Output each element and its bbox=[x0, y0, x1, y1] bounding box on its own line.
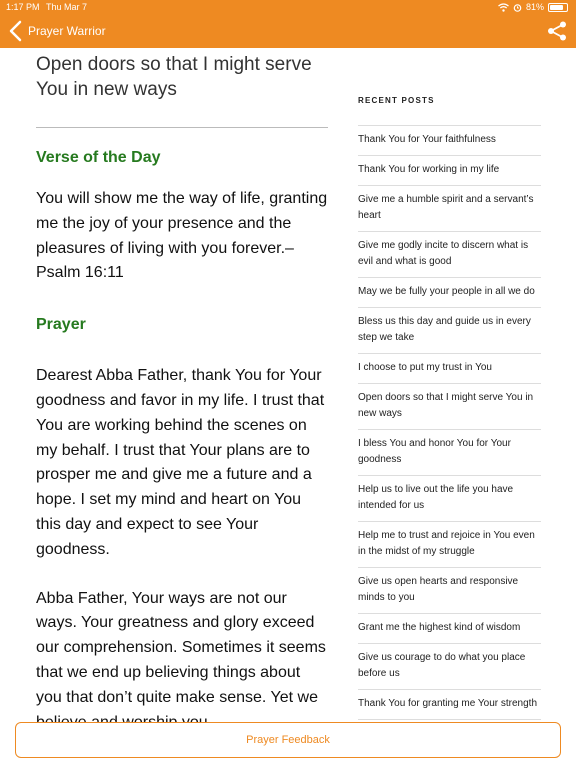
recent-post-link[interactable]: Give me godly incite to discern what is evil and what is good bbox=[358, 232, 541, 278]
recent-post-link[interactable]: May we be fully your people in all we do bbox=[358, 278, 541, 308]
battery-icon bbox=[548, 3, 568, 12]
status-right bbox=[498, 2, 568, 12]
battery-percent: 81% bbox=[525, 2, 544, 12]
recent-posts-sidebar bbox=[358, 96, 541, 720]
recent-post-link[interactable]: Give me a humble spirit and a servant’s heart bbox=[358, 186, 541, 232]
recent-post-link[interactable]: Give us open hearts and responsive minds to you bbox=[358, 568, 541, 614]
verse-heading: Verse of the Day bbox=[36, 149, 161, 166]
app-header bbox=[0, 0, 576, 48]
recent-post-link[interactable]: Open doors so that I might serve You in new ways bbox=[358, 384, 541, 430]
chevron-left-icon bbox=[6, 20, 26, 42]
verse-text: You will show me the way of life, granting me the joy of your presence and the pleasures of living with you forever.– Psalm 16:11 bbox=[36, 190, 328, 282]
recent-post-link[interactable]: I bless You and honor You for Your goodness bbox=[358, 430, 541, 476]
page-title: Open doors so that I might serve You in new ways bbox=[36, 54, 312, 100]
recent-posts-list bbox=[358, 125, 541, 720]
status-bar bbox=[0, 0, 576, 14]
status-time: 1:17 PM bbox=[6, 2, 40, 12]
prayer-paragraph: Abba Father, Your ways are not our ways. Your greatness and glory exceed our comprehension. Sometimes it seems that we end up believing things about you that don’t quite make sense. Yet we bbox=[36, 589, 326, 706]
share-icon[interactable] bbox=[546, 20, 568, 42]
recent-post-link[interactable]: Help us to live out the life you have intended for us bbox=[358, 476, 541, 522]
alarm-icon bbox=[513, 3, 522, 12]
recent-post-link[interactable]: Thank You for working in my life bbox=[358, 156, 541, 186]
back-label: Prayer Warrior bbox=[28, 24, 106, 38]
battery-fill bbox=[550, 5, 563, 10]
recent-post-link[interactable]: I choose to put my trust in You bbox=[358, 354, 541, 384]
back-button[interactable] bbox=[6, 20, 106, 42]
prayer-feedback-button[interactable] bbox=[15, 722, 561, 758]
recent-post-link[interactable]: Thank You for granting me Your strength bbox=[358, 690, 541, 720]
recent-post-link[interactable]: Give us courage to do what you place before us bbox=[358, 644, 541, 690]
prayer-feedback-label: Prayer Feedback bbox=[246, 734, 330, 746]
wifi-icon bbox=[498, 3, 509, 12]
recent-post-link[interactable]: Bless us this day and guide us in every step we take bbox=[358, 308, 541, 354]
divider bbox=[36, 127, 328, 128]
recent-post-link[interactable]: Grant me the highest kind of wisdom bbox=[358, 614, 541, 644]
recent-post-link[interactable]: Thank You for Your faithfulness bbox=[358, 126, 541, 156]
recent-post-link[interactable]: Help me to trust and rejoice in You even in the midst of my struggle bbox=[358, 522, 541, 568]
status-date: Thu Mar 7 bbox=[46, 2, 88, 12]
prayer-paragraph: Dearest Abba Father, thank You for Your goodness and favor in my life. I trust that You are working behind the scenes on my behalf. I trust that Your plans are to prosper me and give me a future and a hope. I set my mind and heart on You this day and expect to see Your goodness. bbox=[36, 367, 325, 558]
recent-posts-heading: RECENT POSTS bbox=[358, 96, 435, 105]
prayer-heading: Prayer bbox=[36, 316, 86, 334]
nav-bar bbox=[0, 18, 576, 46]
article bbox=[36, 48, 328, 720]
